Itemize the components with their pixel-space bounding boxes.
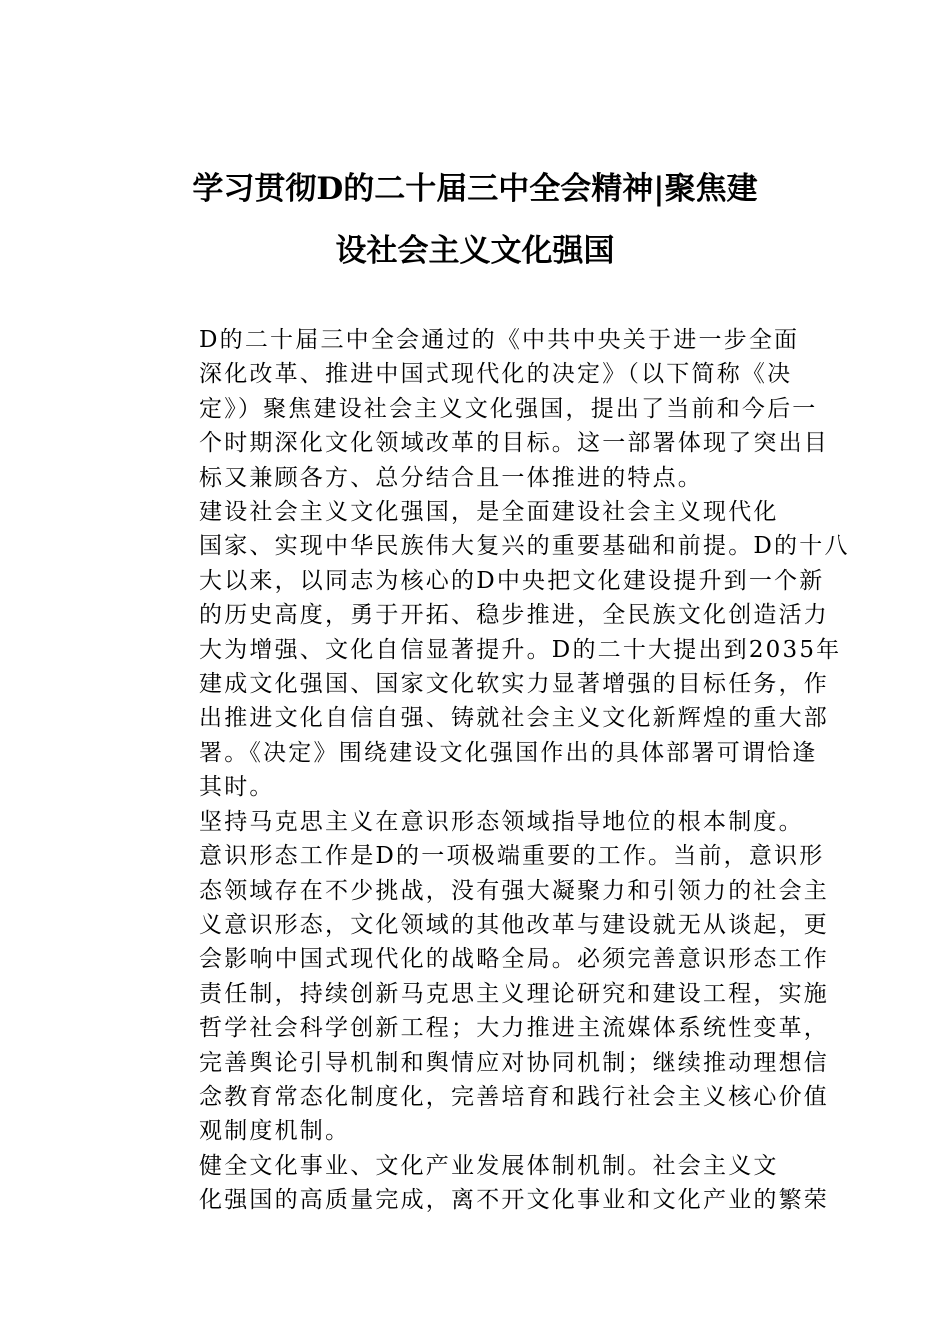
paragraph-line: 建设社会主义文化强国，是全面建设社会主义现代化 bbox=[199, 499, 779, 526]
paragraph-line: 化强国的高质量完成，离不开文化事业和文化产业的繁荣 bbox=[199, 1187, 829, 1214]
paragraph-line: 态领域存在不少挑战，没有强大凝聚力和引领力的社会主 bbox=[199, 877, 829, 904]
paragraph-line: 署。《决定》围绕建设文化强国作出的具体部署可谓恰逢 bbox=[199, 739, 818, 766]
paragraph-line: 健全文化事业、文化产业发展体制机制。社会主义文 bbox=[199, 1152, 779, 1179]
document-title bbox=[140, 158, 810, 282]
paragraph-line: 完善舆论引导机制和舆情应对协同机制；继续推动理想信 bbox=[199, 1049, 829, 1076]
paragraph-line: 国家、实现中华民族伟大复兴的重要基础和前提。D的十八 bbox=[199, 533, 850, 560]
paragraph-line: 出推进文化自信自强、铸就社会主义文化新辉煌的重大部 bbox=[199, 705, 829, 732]
paragraph-1 bbox=[147, 323, 827, 495]
paragraph-4 bbox=[147, 1149, 827, 1218]
paragraph-line: 观制度机制。 bbox=[199, 1118, 351, 1145]
paragraph-line: 哲学社会科学创新工程；大力推进主流媒体系统性变革， bbox=[199, 1015, 829, 1042]
paragraph-line: 建成文化强国、国家文化软实力显著增强的目标任务，作 bbox=[199, 671, 829, 698]
paragraph-line: 深化改革、推进中国式现代化的决定》（以下简称《决 bbox=[199, 361, 793, 388]
paragraph-line: 念教育常态化制度化，完善培育和践行社会主义核心价值 bbox=[199, 1083, 829, 1110]
paragraph-3 bbox=[147, 805, 827, 1149]
paragraph-line: 责任制，持续创新马克思主义理论研究和建设工程，实施 bbox=[199, 980, 829, 1007]
paragraph-line: 标又兼顾各方、总分结合且一体推进的特点。 bbox=[199, 464, 703, 491]
paragraph-2 bbox=[147, 495, 850, 805]
paragraph-line: 会影响中国式现代化的战略全局。必须完善意识形态工作 bbox=[199, 946, 829, 973]
paragraph-line: 的历史高度，勇于开拓、稳步推进，全民族文化创造活力 bbox=[199, 602, 829, 629]
paragraph-line: D的二十届三中全会通过的《中共中央关于进一步全面 bbox=[199, 327, 800, 353]
paragraph-line: 定》）聚焦建设社会主义文化强国，提出了当前和今后一 bbox=[199, 395, 818, 422]
paragraph-line: 其时。 bbox=[199, 774, 275, 801]
paragraph-line: 大为增强、文化自信显著提升。D的二十大提出到2035年 bbox=[199, 636, 842, 663]
paragraph-line: 义意识形态，文化领域的其他改革与建设就无从谈起，更 bbox=[199, 911, 829, 938]
document-body bbox=[147, 323, 850, 1218]
title-line-1: 学习贯彻D的二十届三中全会精神|聚焦建 bbox=[192, 171, 758, 207]
paragraph-line: 大以来，以同志为核心的D中央把文化建设提升到一个新 bbox=[199, 567, 825, 594]
paragraph-line: 个时期深化文化领域改革的目标。这一部署体现了突出目 bbox=[199, 430, 829, 457]
paragraph-line: 意识形态工作是D的一项极端重要的工作。当前，意识形 bbox=[199, 843, 825, 870]
title-line-2: 设社会主义文化强国 bbox=[335, 233, 615, 269]
paragraph-line: 坚持马克思主义在意识形态领域指导地位的根本制度。 bbox=[199, 808, 804, 835]
